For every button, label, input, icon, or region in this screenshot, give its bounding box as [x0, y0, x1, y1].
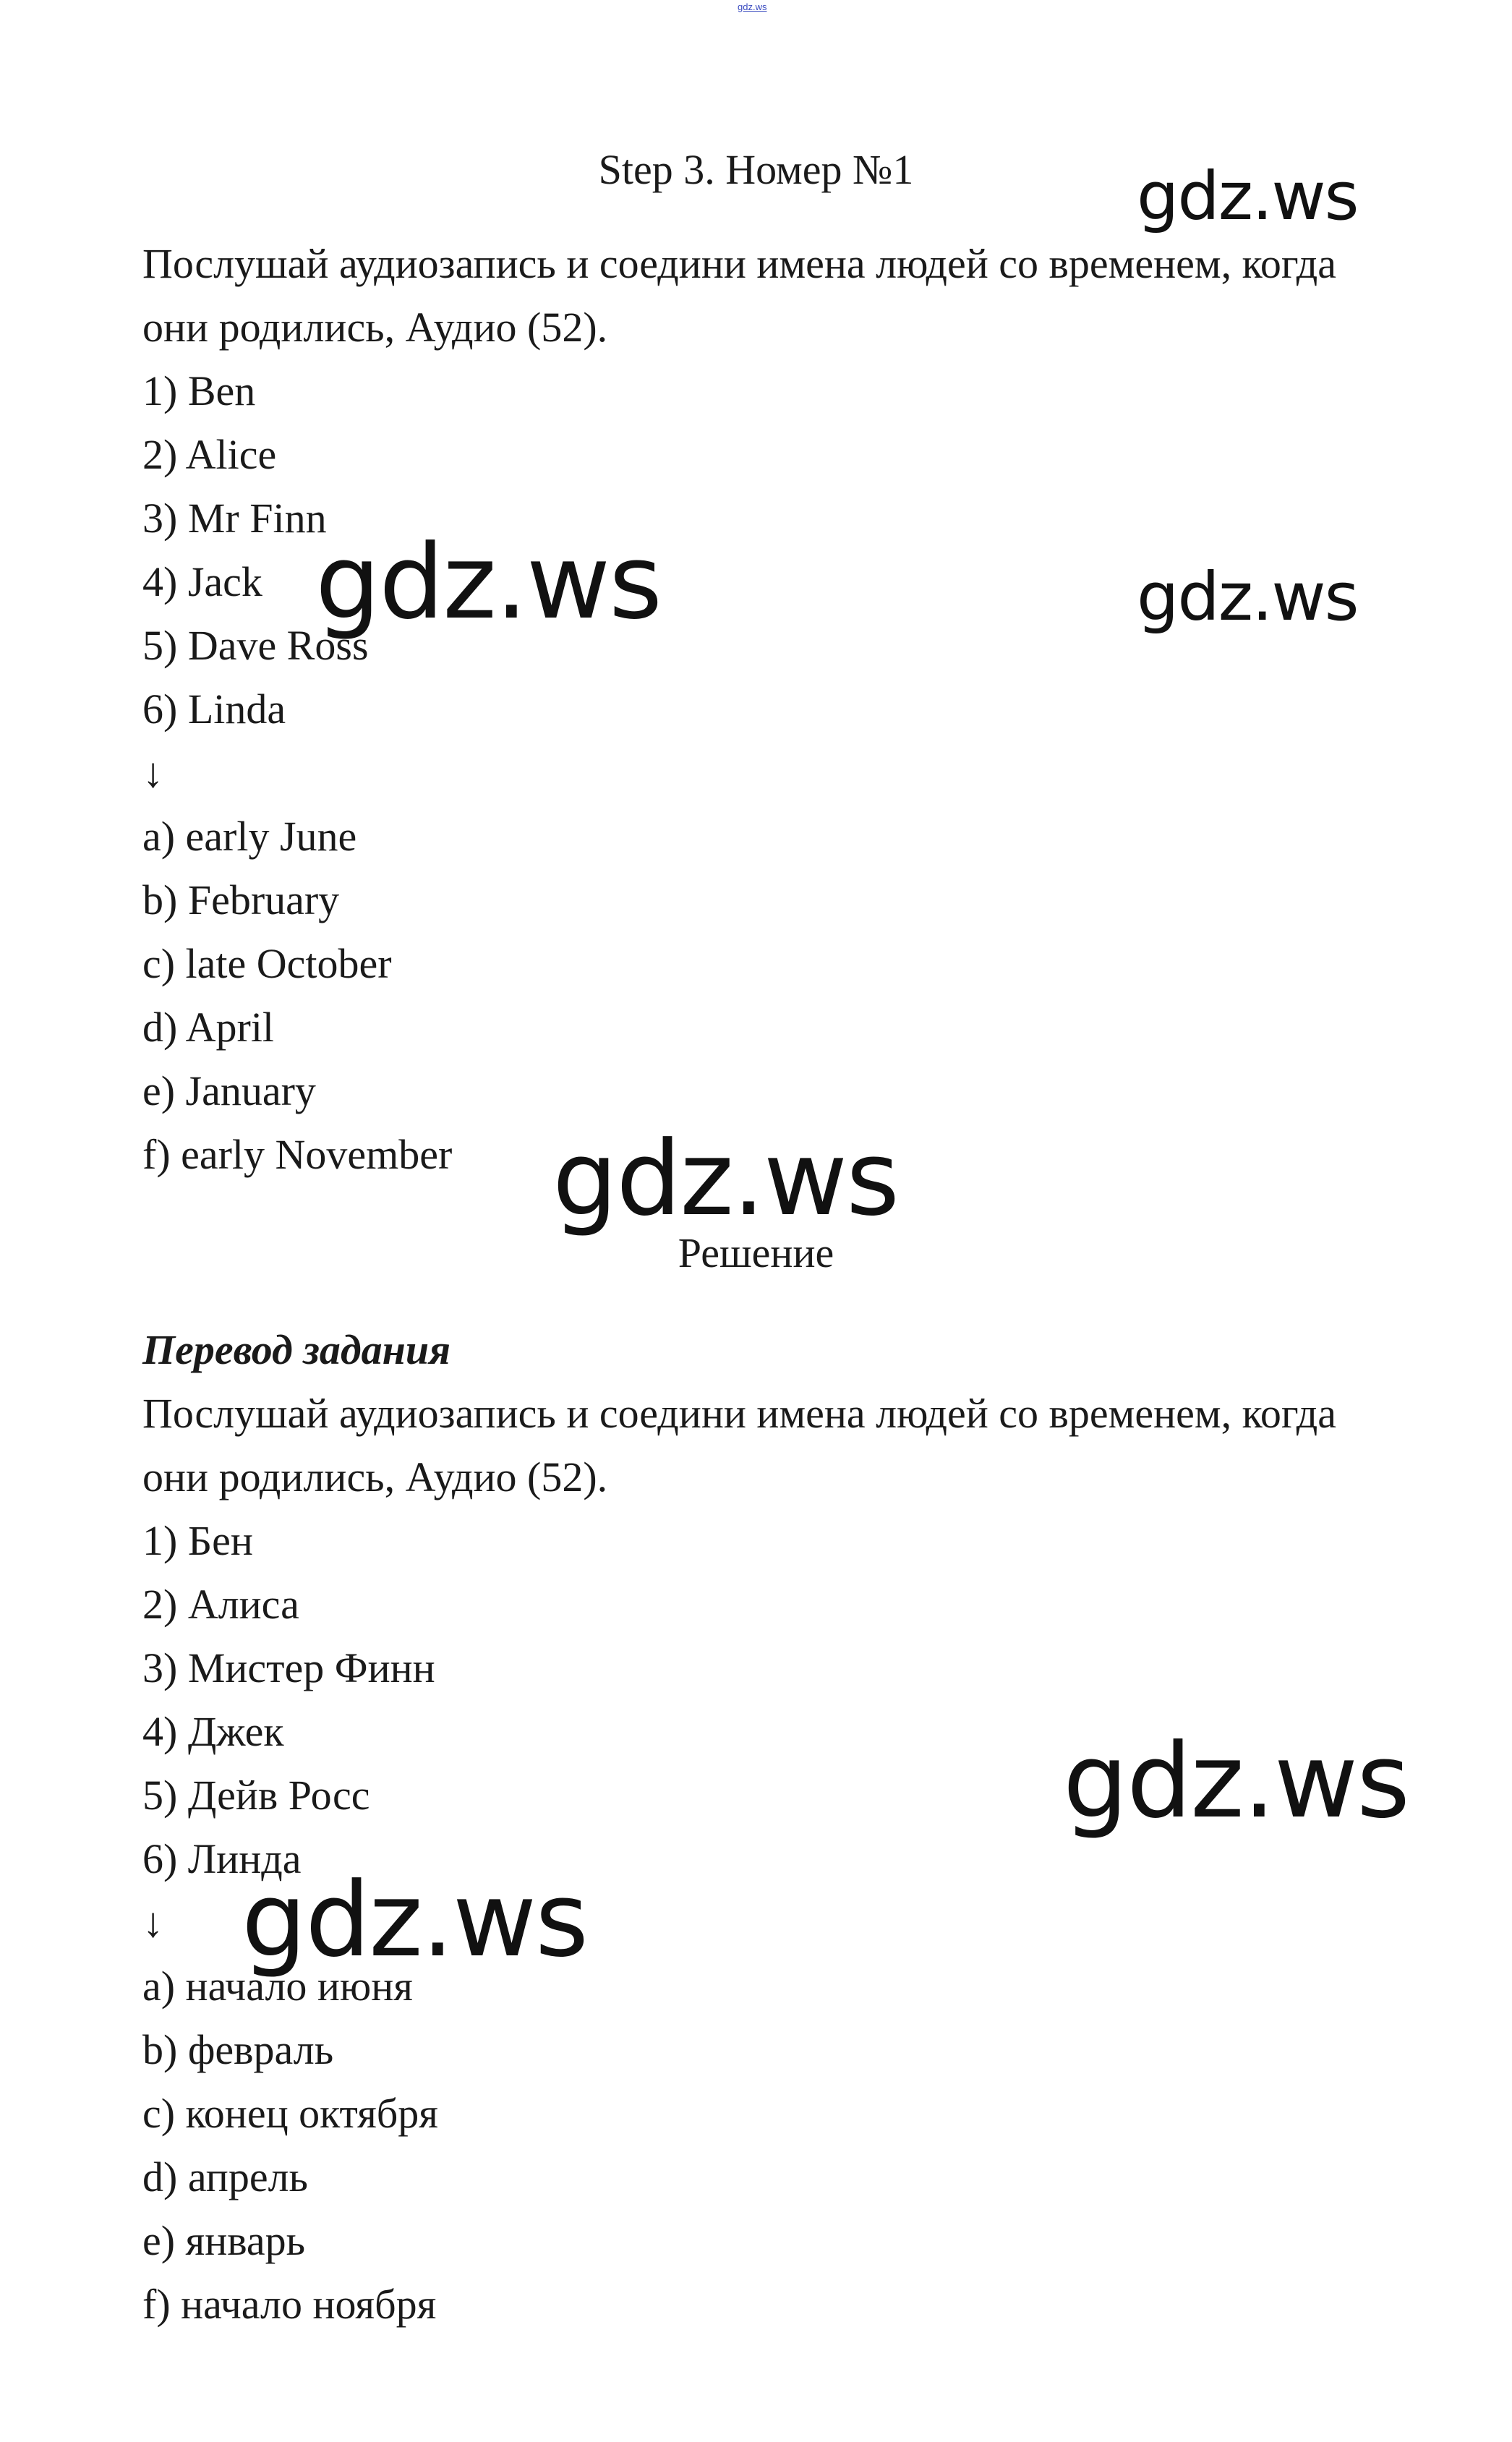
translated-time-item: d) апрель [142, 2153, 308, 2200]
watermark: gdz.ws [242, 1861, 588, 1980]
translation-instruction-line-2: они родились, Аудио (52). [142, 1453, 608, 1500]
translation-heading: Перевод задания [142, 1326, 450, 1373]
task-instruction-line-2: они родились, Аудио (52). [142, 304, 608, 351]
time-item: e) January [142, 1067, 316, 1114]
name-item: 3) Mr Finn [142, 495, 327, 542]
time-item: c) late October [142, 940, 392, 987]
page-title: Step 3. Номер №1 [598, 146, 914, 193]
translated-time-item: c) конец октября [142, 2090, 438, 2137]
translated-name-item: 2) Алиса [142, 1581, 299, 1628]
translated-time-item: b) февраль [142, 2026, 334, 2073]
time-item: f) early November [142, 1131, 453, 1178]
watermark: gdz.ws [1137, 158, 1358, 235]
time-item: a) early June [142, 813, 357, 860]
translated-name-item: 6) Линда [142, 1835, 302, 1882]
translated-name-item: 4) Джек [142, 1708, 284, 1755]
solution-label: Решение [678, 1229, 834, 1276]
translated-time-item: a) начало июня [142, 1963, 413, 2010]
watermark: gdz.ws [315, 523, 662, 642]
translated-time-item: f) начало ноября [142, 2281, 437, 2328]
time-item: b) February [142, 876, 340, 923]
watermark: gdz.ws [1137, 558, 1358, 636]
down-arrow-icon: ↓ [142, 1899, 163, 1946]
down-arrow-icon: ↓ [142, 749, 163, 796]
name-item: 4) Jack [142, 558, 262, 605]
name-item: 5) Dave Ross [142, 622, 369, 669]
top-watermark-link[interactable]: gdz.ws [738, 1, 767, 12]
translation-instruction-line-1: Послушай аудиозапись и соедини имена людей со временем, когда [142, 1390, 1336, 1437]
translated-name-item: 1) Бен [142, 1517, 253, 1564]
translated-time-item: e) январь [142, 2217, 306, 2264]
translated-name-item: 5) Дейв Росс [142, 1772, 370, 1819]
name-item: 2) Alice [142, 431, 277, 478]
watermark: gdz.ws [552, 1119, 899, 1239]
task-instruction-line-1: Послушай аудиозапись и соедини имена людей со временем, когда [142, 240, 1336, 287]
watermark: gdz.ws [1063, 1722, 1409, 1841]
name-item: 1) Ben [142, 367, 256, 414]
name-item: 6) Linda [142, 686, 286, 733]
translated-name-item: 3) Мистер Финн [142, 1644, 435, 1691]
time-item: d) April [142, 1004, 275, 1051]
